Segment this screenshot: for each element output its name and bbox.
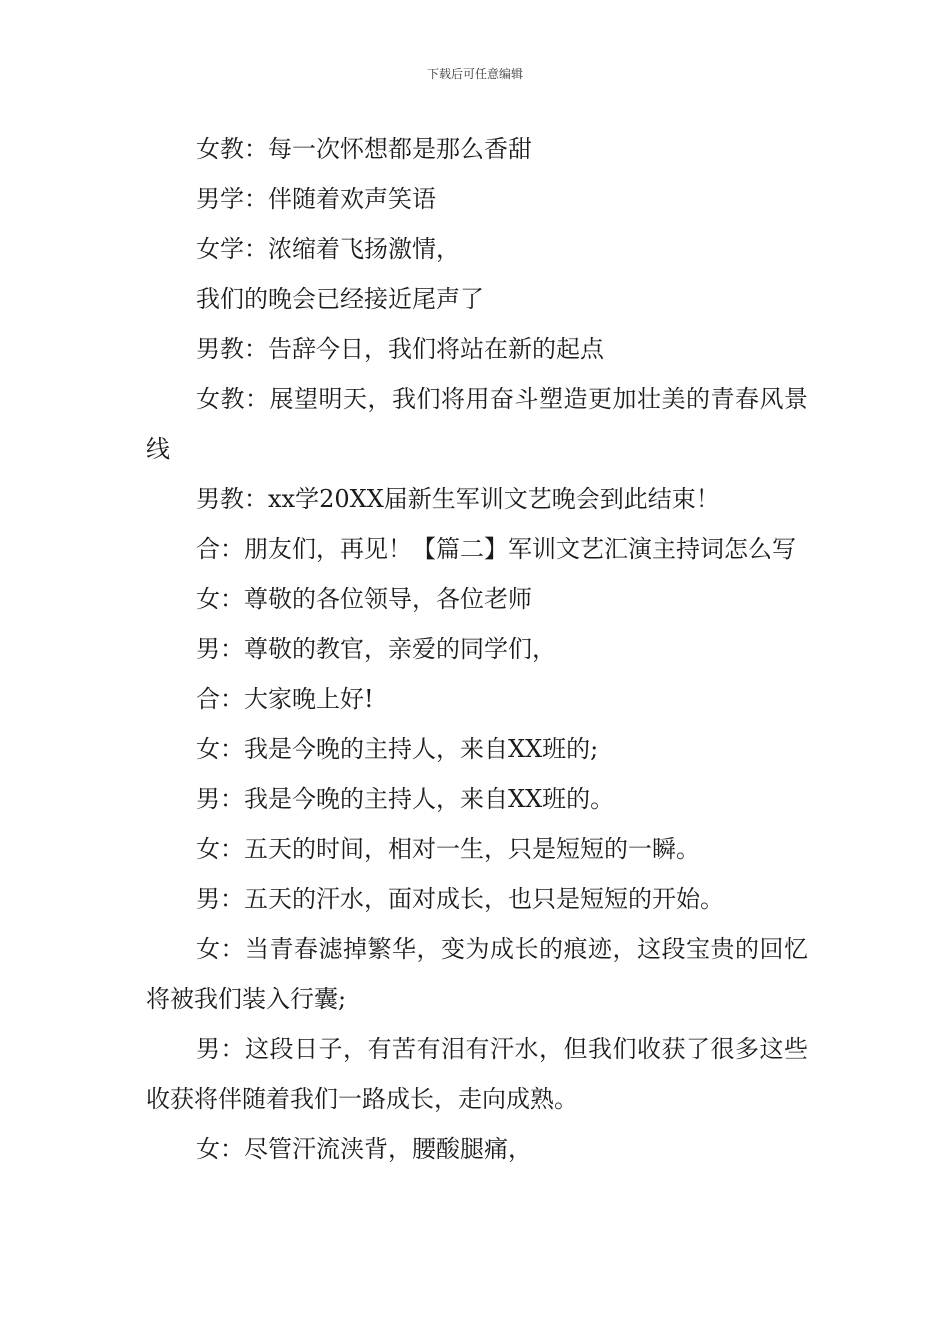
page-header: 下载后可任意编辑 (426, 67, 523, 81)
paragraph: 男教：xx学20XX届新生军训文艺晚会到此结束！ (196, 485, 720, 513)
paragraph: 女：我是今晚的主持人，来自XX班的; (196, 735, 599, 763)
paragraph: 男：这段日子，有苦有泪有汗水，但我们收获了很多这些收获将伴随着我们一路成长，走向成熟。 (146, 1035, 808, 1113)
paragraph: 男：五天的汗水，面对成长，也只是短短的开始。 (196, 885, 724, 913)
paragraph: 我们的晚会已经接近尾声了 (196, 285, 484, 313)
paragraph: 男教：告辞今日，我们将站在新的起点 (196, 335, 604, 363)
paragraph: 女学：浓缩着飞扬激情， (196, 235, 460, 263)
paragraph: 合：大家晚上好! (196, 685, 374, 713)
paragraph: 女教：展望明天，我们将用奋斗塑造更加壮美的青春风景线 (146, 385, 808, 463)
paragraph: 合：朋友们，再见！【篇二】军训文艺汇演主持词怎么写 (196, 535, 796, 563)
paragraph: 女：当青春滤掉繁华，变为成长的痕迹，这段宝贵的回忆将被我们装入行囊; (146, 935, 808, 1013)
paragraph: 男学：伴随着欢声笑语 (196, 185, 436, 213)
paragraph: 女：五天的时间，相对一生，只是短短的一瞬。 (196, 835, 700, 863)
document-body (146, 124, 808, 1174)
paragraph: 男：我是今晚的主持人，来自XX班的。 (196, 785, 615, 813)
paragraph: 女：尽管汗流浃背，腰酸腿痛， (196, 1135, 532, 1163)
paragraph: 女：尊敬的各位领导，各位老师 (196, 585, 532, 613)
paragraph: 男：尊敬的教官，亲爱的同学们， (196, 635, 556, 663)
paragraph: 女教：每一次怀想都是那么香甜 (196, 135, 532, 163)
